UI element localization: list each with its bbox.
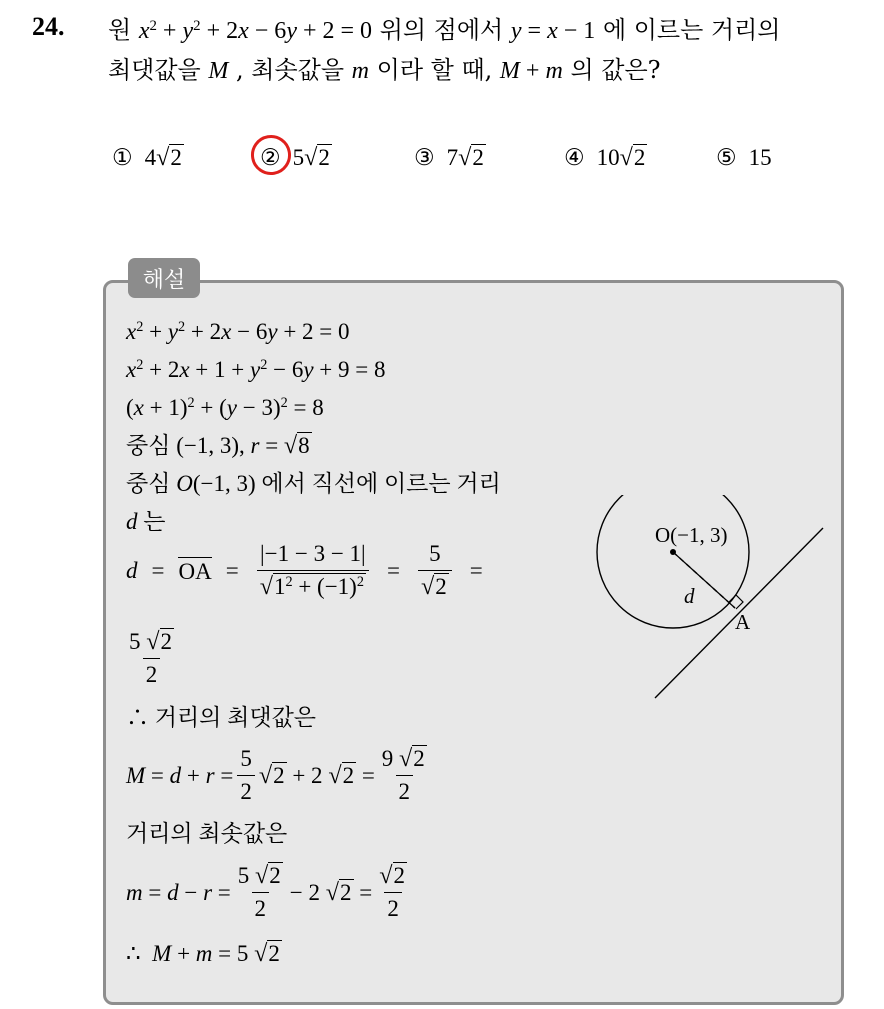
- figure-center-point: [670, 549, 676, 555]
- choice-3[interactable]: ③ 7√2: [414, 144, 484, 171]
- answer-choices: [112, 140, 832, 180]
- solution-distance-formula: d = OA = $\frac{|-1 - 3 - 1|}{√1^2 + (-1)^2}$ = $\frac{5}{√2}$ =: [126, 541, 483, 600]
- question-line-1: 원 $x^2 + y^2 + 2x - 6y + 2 = 0$ 위의 점에서 y = x − 1 에 이르는 거리의: [108, 16, 781, 44]
- question-line-2: 최댓값을 M , 최솟값을 m 이라 할 때, M + m 의 값은?: [108, 56, 661, 84]
- figure-distance-label: d: [684, 584, 695, 608]
- question-number: 24.: [32, 12, 65, 41]
- line-equation: y = x − 1: [510, 18, 596, 44]
- choice-2[interactable]: ② 5√2: [260, 140, 332, 176]
- solution-step-1: $x^2 + y^2 + 2x - 6y + 2 = 0$: [126, 319, 350, 344]
- solution-step-2: $x^2 + 2x + 1 + y^2 - 6y + 9 = 8$: [126, 357, 386, 382]
- figure-foot-label: A: [735, 610, 751, 634]
- selected-answer-circle: [248, 132, 294, 178]
- solution-step-6: d 는: [126, 509, 166, 534]
- solution-final: ∴ M + m = 5 √2: [126, 940, 280, 967]
- solution-max-label: ∴ 거리의 최댓값은: [126, 705, 317, 730]
- solution-max-formula: M = d + r = $\frac{5}{2}$ √2 + 2 √2 = $\frac{9 √2}{2}$: [126, 745, 425, 804]
- circle-line-figure: [595, 495, 835, 705]
- figure-center-label: O(−1, 3): [655, 523, 728, 547]
- solution-distance-result: $\frac{5 √2}{2}$: [129, 628, 172, 687]
- solution-min-formula: m = d − r = $\frac{5 √2}{2}$ − 2 √2 = $\frac{√2}{2}$: [126, 862, 405, 921]
- solution-tab: 해설: [128, 258, 200, 298]
- solution-step-4: 중심 (−1, 3), r = √8: [126, 432, 310, 459]
- choice-4[interactable]: ④ 10√2: [564, 144, 646, 171]
- choice-5[interactable]: ⑤ 15: [716, 145, 772, 170]
- choice-1[interactable]: ① 4√2: [112, 144, 182, 171]
- circle-equation: $x^2 + y^2 + 2x - 6y + 2 = 0$: [138, 17, 373, 44]
- solution-min-label: 거리의 최솟값은: [126, 821, 288, 846]
- figure-circle: [597, 495, 749, 628]
- solution-step-3: $(x + 1)^2 + (y - 3)^2 = 8$: [126, 395, 324, 420]
- solution-step-5: 중심 O(−1, 3) 에서 직선에 이르는 거리: [126, 471, 501, 496]
- figure-distance-segment: [673, 552, 735, 608]
